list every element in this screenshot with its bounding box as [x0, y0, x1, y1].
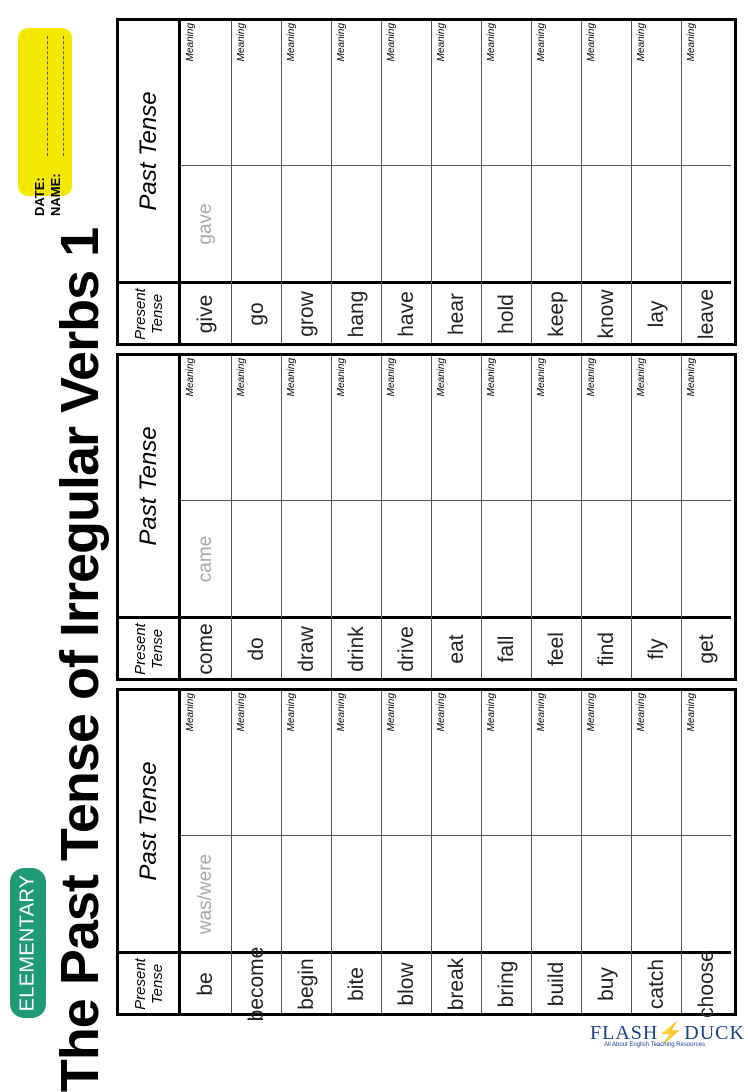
present-cell: [682, 949, 731, 1018]
meaning-label: Meaning: [486, 358, 497, 397]
present-cell: [282, 616, 331, 678]
meaning-cell[interactable]: [181, 356, 231, 500]
meaning-cell[interactable]: [682, 691, 731, 835]
present-cell: [582, 281, 631, 343]
past-cell[interactable]: [432, 835, 481, 951]
present-verb: hear: [444, 292, 468, 335]
present-cell: [181, 281, 231, 343]
present-verb: begin: [294, 957, 318, 1010]
meaning-cell[interactable]: [181, 691, 231, 835]
meaning-label: Meaning: [336, 693, 347, 732]
present-verb: get: [694, 633, 718, 664]
meaning-label: Meaning: [636, 23, 647, 62]
present-cell: [532, 951, 581, 1013]
present-cell: [181, 951, 231, 1013]
table-row: [381, 691, 431, 1013]
meaning-cell[interactable]: [532, 691, 581, 835]
present-verb: keep: [544, 290, 568, 337]
present-verb: hold: [494, 293, 518, 334]
past-answer: was/were: [195, 853, 216, 934]
meaning-cell[interactable]: [532, 356, 581, 500]
table-row: [481, 356, 531, 678]
present-cell: [332, 616, 381, 678]
table-header: [119, 356, 181, 678]
meaning-label: Meaning: [536, 23, 547, 62]
meaning-label: Meaning: [336, 23, 347, 62]
meaning-label: Meaning: [336, 358, 347, 397]
past-cell[interactable]: [432, 165, 481, 281]
table-row: [681, 356, 731, 678]
meaning-cell[interactable]: [282, 691, 331, 835]
present-verb: know: [594, 288, 618, 339]
meaning-label: Meaning: [586, 358, 597, 397]
present-verb: be: [194, 971, 217, 996]
present-cell: [582, 616, 631, 678]
meaning-label: Meaning: [586, 693, 597, 732]
table-row: [281, 21, 331, 343]
past-cell[interactable]: [632, 165, 681, 281]
past-answer: came: [195, 535, 216, 582]
meaning-label: Meaning: [286, 693, 297, 732]
present-verb: draw: [294, 625, 318, 672]
meaning-label: Meaning: [236, 693, 247, 732]
meaning-label: Meaning: [286, 358, 297, 397]
past-cell[interactable]: [382, 165, 431, 281]
present-verb: bring: [494, 960, 518, 1007]
meaning-cell[interactable]: [682, 356, 731, 500]
present-verb: choose: [694, 949, 718, 1018]
verb-table: [116, 688, 737, 1021]
past-cell[interactable]: [582, 500, 631, 616]
meaning-label: Meaning: [686, 358, 697, 397]
logo-tagline: All About English Teaching Resources: [604, 1042, 705, 1048]
past-cell[interactable]: [332, 500, 381, 616]
present-verb: drive: [394, 625, 418, 672]
table-row: [481, 691, 531, 1013]
present-verb: do: [244, 636, 268, 661]
present-cell: [432, 281, 481, 343]
table-row: [231, 356, 281, 678]
date-name-box: [18, 28, 72, 216]
table-header: [119, 691, 181, 1013]
meaning-label: Meaning: [536, 693, 547, 732]
meaning-cell[interactable]: [282, 21, 331, 165]
present-cell: [682, 281, 731, 343]
present-verb: go: [244, 301, 268, 326]
page-title-text: The Past Tense of Irregular Verbs 1: [50, 227, 110, 1092]
meaning-label: Meaning: [436, 23, 447, 62]
past-cell[interactable]: [682, 165, 731, 281]
meaning-label: Meaning: [486, 693, 497, 732]
meaning-label: Meaning: [636, 358, 647, 397]
present-cell: [632, 281, 681, 343]
table-row: [531, 691, 581, 1013]
meaning-cell[interactable]: [532, 21, 581, 165]
meaning-label: Meaning: [686, 23, 697, 62]
past-cell[interactable]: [632, 500, 681, 616]
present-cell: [632, 951, 681, 1013]
table-row: [531, 356, 581, 678]
present-verb: leave: [694, 288, 718, 339]
present-verb: blow: [394, 961, 418, 1006]
past-cell[interactable]: [532, 835, 581, 951]
present-cell: [582, 951, 631, 1013]
past-cell[interactable]: [332, 835, 381, 951]
level-badge: [10, 868, 46, 1018]
verb-table: [116, 18, 737, 346]
meaning-label: Meaning: [386, 23, 397, 62]
table-row: [281, 356, 331, 678]
table-row: [281, 691, 331, 1013]
present-cell: [282, 281, 331, 343]
present-verb: catch: [644, 958, 668, 1009]
past-cell[interactable]: [432, 500, 481, 616]
level-badge-label: ELEMENTARY: [16, 874, 39, 1012]
table-row: [681, 691, 731, 1018]
meaning-cell[interactable]: [332, 21, 381, 165]
table-row: [181, 21, 231, 343]
past-cell[interactable]: [181, 835, 231, 951]
present-verb: drink: [344, 625, 368, 672]
meaning-label: Meaning: [386, 693, 397, 732]
present-cell: [232, 616, 281, 678]
table-row: [481, 21, 531, 343]
meaning-cell[interactable]: [582, 21, 631, 165]
present-verb: become: [244, 946, 268, 1021]
past-cell[interactable]: [181, 500, 231, 616]
meaning-cell[interactable]: [332, 356, 381, 500]
past-cell[interactable]: [282, 165, 331, 281]
table-row: [181, 356, 231, 678]
past-cell[interactable]: [482, 835, 531, 951]
meaning-label: Meaning: [386, 358, 397, 397]
header-past-label: Past Tense: [134, 426, 162, 546]
header-present: [119, 616, 178, 678]
past-cell[interactable]: [181, 165, 231, 281]
meaning-label: Meaning: [636, 693, 647, 732]
date-line: [47, 36, 48, 156]
present-verb: break: [444, 957, 468, 1010]
present-cell: [332, 951, 381, 1013]
header-present: [119, 281, 178, 343]
present-verb: grow: [294, 290, 318, 337]
past-answer: gave: [195, 202, 216, 245]
present-cell: [232, 281, 281, 343]
present-cell: [682, 616, 731, 678]
table-row: [581, 356, 631, 678]
meaning-cell[interactable]: [382, 691, 431, 835]
past-cell[interactable]: [382, 835, 431, 951]
header-past: [119, 691, 178, 951]
present-cell: [482, 281, 531, 343]
table-row: [431, 691, 481, 1013]
present-verb: fall: [494, 635, 518, 662]
name-line: [63, 36, 64, 156]
header-past: [119, 356, 178, 616]
table-row: [181, 691, 231, 1013]
meaning-cell[interactable]: [432, 21, 481, 165]
present-verb: hang: [344, 290, 368, 337]
present-cell: [432, 616, 481, 678]
date-label: DATE:: [32, 177, 47, 216]
past-cell[interactable]: [682, 835, 731, 951]
table-row: [581, 21, 631, 343]
header-past: [119, 21, 178, 281]
table-row: [231, 21, 281, 343]
header-present-label: Present Tense: [131, 622, 166, 675]
meaning-cell[interactable]: [482, 356, 531, 500]
present-cell: [382, 616, 431, 678]
meaning-cell[interactable]: [232, 21, 281, 165]
present-cell: [482, 616, 531, 678]
table-row: [581, 691, 631, 1013]
present-cell: [332, 281, 381, 343]
present-verb: buy: [594, 966, 618, 1001]
table-row: [631, 691, 681, 1013]
header-present-label: Present Tense: [131, 287, 166, 340]
meaning-cell[interactable]: [632, 356, 681, 500]
present-cell: [432, 951, 481, 1013]
past-cell[interactable]: [282, 500, 331, 616]
present-cell: [282, 951, 331, 1013]
meaning-label: Meaning: [185, 23, 196, 62]
present-cell: [532, 281, 581, 343]
past-cell[interactable]: [682, 500, 731, 616]
past-cell[interactable]: [482, 500, 531, 616]
table-row: [381, 21, 431, 343]
meaning-cell[interactable]: [232, 691, 281, 835]
table-row: [681, 21, 731, 343]
meaning-label: Meaning: [236, 23, 247, 62]
table-row: [431, 21, 481, 343]
meaning-cell[interactable]: [232, 356, 281, 500]
past-cell[interactable]: [482, 165, 531, 281]
present-cell: [382, 281, 431, 343]
meaning-cell[interactable]: [632, 21, 681, 165]
meaning-cell[interactable]: [682, 21, 731, 165]
meaning-cell[interactable]: [432, 356, 481, 500]
meaning-cell[interactable]: [482, 691, 531, 835]
header-present-label: Present Tense: [131, 957, 166, 1010]
table-row: [331, 356, 381, 678]
meaning-cell[interactable]: [382, 356, 431, 500]
present-verb: fly: [644, 638, 668, 659]
past-cell[interactable]: [582, 835, 631, 951]
meaning-cell[interactable]: [482, 21, 531, 165]
present-cell: [532, 616, 581, 678]
table-header: [119, 21, 181, 343]
past-cell[interactable]: [532, 500, 581, 616]
meaning-label: Meaning: [436, 358, 447, 397]
past-cell[interactable]: [382, 500, 431, 616]
table-row: [431, 356, 481, 678]
verb-table: [116, 353, 737, 681]
present-cell: [382, 951, 431, 1013]
meaning-label: Meaning: [686, 693, 697, 732]
table-row: [331, 21, 381, 343]
present-verb: bite: [344, 966, 368, 1001]
present-cell: [482, 951, 531, 1013]
meaning-cell[interactable]: [582, 356, 631, 500]
present-verb: come: [194, 622, 217, 675]
table-row: [631, 356, 681, 678]
present-verb: build: [544, 961, 568, 1006]
present-verb: have: [394, 290, 418, 337]
present-cell: [632, 616, 681, 678]
present-verb: feel: [544, 631, 568, 666]
present-verb: find: [594, 631, 618, 666]
table-row: [531, 21, 581, 343]
header-present: [119, 951, 178, 1013]
meaning-label: Meaning: [436, 693, 447, 732]
meaning-cell[interactable]: [332, 691, 381, 835]
past-cell[interactable]: [232, 500, 281, 616]
past-cell[interactable]: [632, 835, 681, 951]
present-verb: eat: [444, 633, 468, 664]
meaning-cell[interactable]: [282, 356, 331, 500]
meaning-label: Meaning: [185, 358, 196, 397]
past-cell[interactable]: [232, 835, 281, 951]
past-cell[interactable]: [332, 165, 381, 281]
header-past-label: Past Tense: [134, 91, 162, 211]
meaning-label: Meaning: [236, 358, 247, 397]
meaning-label: Meaning: [536, 358, 547, 397]
table-row: [381, 356, 431, 678]
meaning-label: Meaning: [586, 23, 597, 62]
meaning-label: Meaning: [486, 23, 497, 62]
present-cell: [181, 616, 231, 678]
meaning-cell[interactable]: [632, 691, 681, 835]
past-cell[interactable]: [282, 835, 331, 951]
meaning-cell[interactable]: [582, 691, 631, 835]
past-cell[interactable]: [582, 165, 631, 281]
past-cell[interactable]: [232, 165, 281, 281]
meaning-label: Meaning: [286, 23, 297, 62]
present-verb: lay: [644, 300, 668, 327]
table-row: [331, 691, 381, 1013]
meaning-cell[interactable]: [382, 21, 431, 165]
table-row: [631, 21, 681, 343]
past-cell[interactable]: [532, 165, 581, 281]
meaning-cell[interactable]: [432, 691, 481, 835]
logo-brand: FLASH⚡DUCK: [590, 1022, 745, 1044]
header-past-label: Past Tense: [134, 761, 162, 881]
present-cell: [232, 946, 281, 1021]
flashduck-logo: [590, 1020, 745, 1050]
meaning-label: Meaning: [185, 693, 196, 732]
meaning-cell[interactable]: [181, 21, 231, 165]
present-verb: give: [194, 294, 217, 333]
table-row: [231, 691, 281, 1021]
name-label: NAME:: [48, 173, 63, 216]
